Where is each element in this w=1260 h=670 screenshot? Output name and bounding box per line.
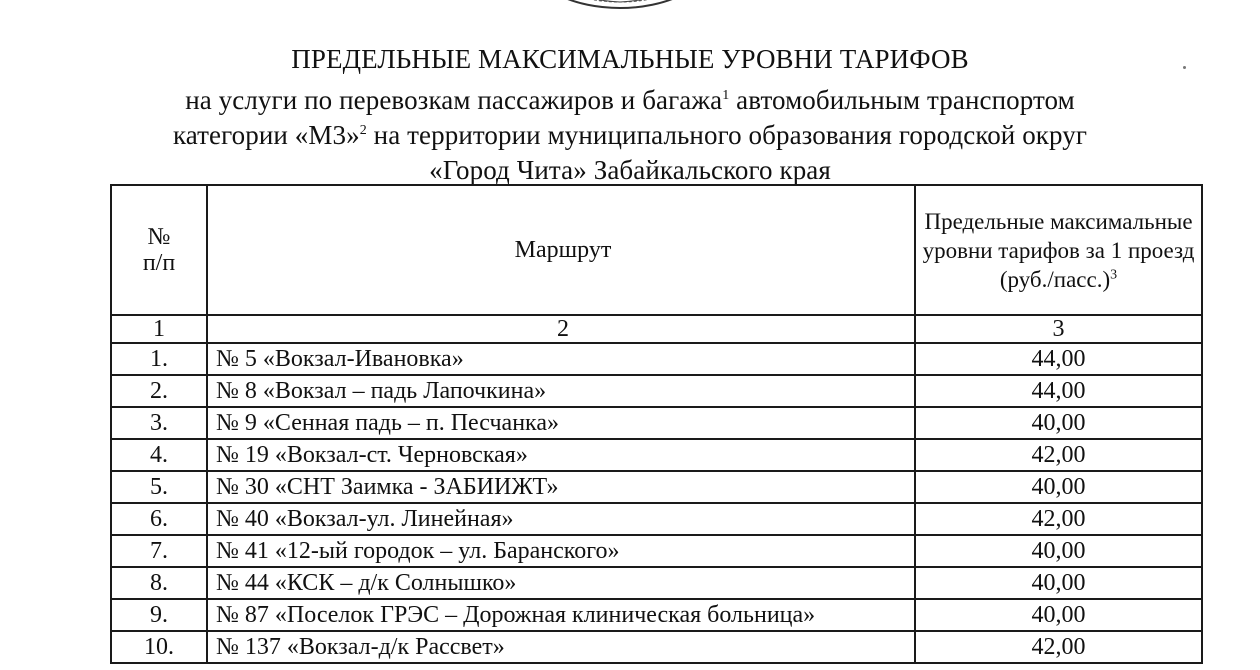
row-number: 5. — [111, 471, 207, 503]
tariff-value: 42,00 — [915, 503, 1202, 535]
row-number: 7. — [111, 535, 207, 567]
table-row — [111, 599, 1202, 631]
row-number: 2. — [111, 375, 207, 407]
row-number: 10. — [111, 631, 207, 663]
column-number: 1 — [111, 315, 207, 343]
route-name: № 40 «Вокзал-ул. Линейная» — [207, 503, 915, 535]
column-number-row — [111, 315, 1202, 343]
table-row — [111, 407, 1202, 439]
header-tariff: Предельные максимальные уровни тарифов за 1 проезд (руб./пасс.)$^3$ — [915, 185, 1202, 315]
title-line-1: ПРЕДЕЛЬНЫЕ МАКСИМАЛЬНЫЕ УРОВНИ ТАРИФОВ — [291, 44, 969, 74]
tariff-value: 44,00 — [915, 343, 1202, 375]
table-row — [111, 471, 1202, 503]
table-row — [111, 535, 1202, 567]
route-name: № 19 «Вокзал-ст. Черновская» — [207, 439, 915, 471]
route-name: № 87 «Поселок ГРЭС – Дорожная клиническая больница» — [207, 599, 915, 631]
tariff-value: 40,00 — [915, 407, 1202, 439]
subtitle-line-2: на услуги по перевозкам пассажиров и багажа$^1$ автомобильным транспортом — [185, 85, 1075, 115]
footnote-marker-3: 3 — [1110, 266, 1118, 282]
table-row — [111, 567, 1202, 599]
tariff-value: 42,00 — [915, 631, 1202, 663]
subtitle-line-3: категории «М3»$^2$ на территории муниципального образования городской округ — [172, 120, 1088, 150]
row-number: 9. — [111, 599, 207, 631]
tariff-value: 40,00 — [915, 471, 1202, 503]
route-name: № 8 «Вокзал – падь Лапочкина» — [207, 375, 915, 407]
tariff-table — [110, 184, 1203, 664]
row-number: 1. — [111, 343, 207, 375]
route-name: № 41 «12-ый городок – ул. Баранского» — [207, 535, 915, 567]
route-name: № 9 «Сенная падь – п. Песчанка» — [207, 407, 915, 439]
row-number: 8. — [111, 567, 207, 599]
route-name: № 44 «КСК – д/к Солнышко» — [207, 567, 915, 599]
subtitle-line-4: «Город Чита» Забайкальского края — [429, 155, 831, 185]
footnote-marker-1: 1 — [722, 88, 730, 103]
row-number: 3. — [111, 407, 207, 439]
tariff-value: 42,00 — [915, 439, 1202, 471]
tariff-value: 40,00 — [915, 535, 1202, 567]
table-row — [111, 343, 1202, 375]
tariff-value: 40,00 — [915, 567, 1202, 599]
column-number: 3 — [915, 315, 1202, 343]
route-name: № 137 «Вокзал-д/к Рассвет» — [207, 631, 915, 663]
route-name: № 5 «Вокзал-Ивановка» — [207, 343, 915, 375]
emblem-seal-image — [520, 0, 720, 14]
footnote-marker-2: 2 — [359, 123, 367, 138]
route-name: № 30 «СНТ Заимка - ЗАБИИЖТ» — [207, 471, 915, 503]
row-number: 4. — [111, 439, 207, 471]
table-row — [111, 375, 1202, 407]
table-row — [111, 631, 1202, 663]
document-title — [0, 43, 1260, 76]
column-number: 2 — [207, 315, 915, 343]
table-row — [111, 503, 1202, 535]
table-header-row — [111, 185, 1202, 315]
table-row — [111, 439, 1202, 471]
tariff-value: 44,00 — [915, 375, 1202, 407]
row-number: 6. — [111, 503, 207, 535]
header-route: Маршрут — [207, 185, 915, 315]
tariff-value: 40,00 — [915, 599, 1202, 631]
header-number: № п/п — [111, 185, 207, 315]
